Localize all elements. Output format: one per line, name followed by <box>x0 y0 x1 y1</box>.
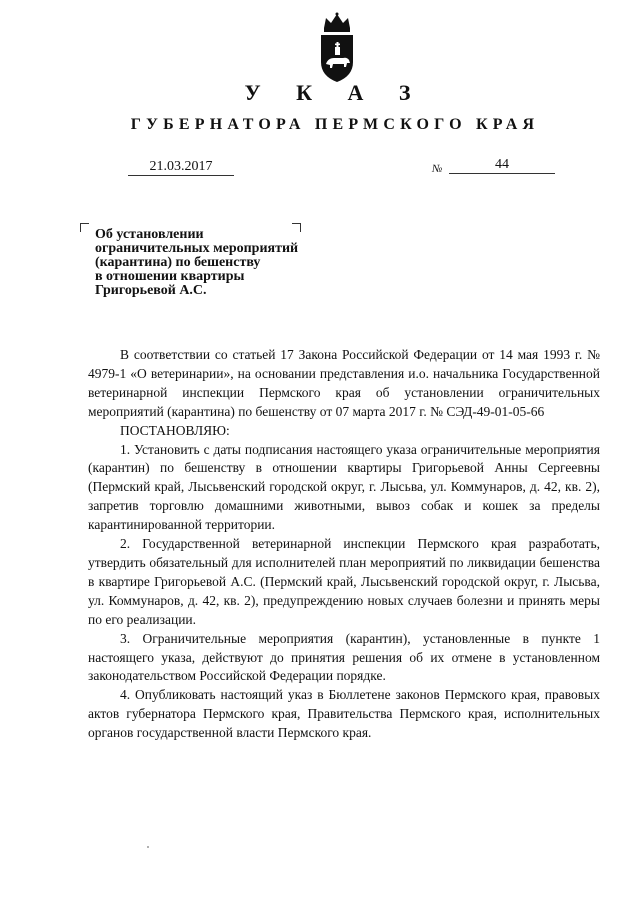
decree-body <box>88 346 600 743</box>
decree-item: 1. Установить с даты подписания настоящего указа ограничительные мероприятия (карантин) по бешенству в отношении квартиры Григорьевой Анны Сергеевны (Пермский край, Лысьвенский городской округ, г. Лысьва, ул. Коммунаров, д. 42, кв. 2), запретив торговлю домашними животными, вывоз собак и кошек за пределы карантинированной территории. <box>88 441 600 533</box>
subject-line: в отношении квартиры <box>95 269 245 284</box>
subject-line: Григорьевой А.С. <box>95 283 207 298</box>
resolve-heading: ПОСТАНОВЛЯЮ: <box>120 422 230 438</box>
decree-subject <box>95 228 335 298</box>
subject-corner-left <box>80 223 89 232</box>
preamble-paragraph: В соответствии со статьей 17 Закона Российской Федерации от 14 мая 1993 г. № 4979-1 «О ветеринарии», на основании представления и.о. начальника Государственной ветеринарной инспекции Пермского края об установлении ограничительных мероприятий (карантина) по бешенству от 07 марта 2017 г. № СЭД-49-01-05-66 <box>88 347 600 419</box>
decree-title: У К А З <box>244 80 426 105</box>
decree-number: 44 <box>449 157 555 174</box>
issuer-title: ГУБЕРНАТОРА ПЕРМСКОГО КРАЯ <box>130 116 540 133</box>
scan-speck <box>147 846 149 848</box>
number-sign: № <box>432 163 443 175</box>
decree-date: 21.03.2017 <box>128 159 234 176</box>
subject-line: Об установлении <box>95 227 204 242</box>
perm-krai-coat-of-arms-icon <box>316 12 358 84</box>
decree-item: 4. Опубликовать настоящий указ в Бюллетене законов Пермского края, правовых актов губернатора Пермского края, Правительства Пермского края, исполнительных органов государственной власти Пермского края. <box>88 687 600 741</box>
subject-line: ограничительных мероприятий <box>95 241 299 256</box>
decree-item: 2. Государственной ветеринарной инспекции Пермского края разработать, утвердить обязательный для исполнителей план мероприятий по ликвидации бешенства в квартире Григорьевой А.С. (Пермский край, Лысьвенский городской округ, г. Лысьва, ул. Коммунаров, д. 42, кв. 2), предупреждению новых случаев болезни и принять меры по его реализации. <box>88 536 600 627</box>
subject-line: (карантина) по бешенству <box>95 255 261 270</box>
decree-item: 3. Ограничительные мероприятия (карантин), установленные в пункте 1 настоящего указа, действуют до принятия решения об их отмене в установленном законодательством Российской Федерации порядке. <box>88 630 600 684</box>
